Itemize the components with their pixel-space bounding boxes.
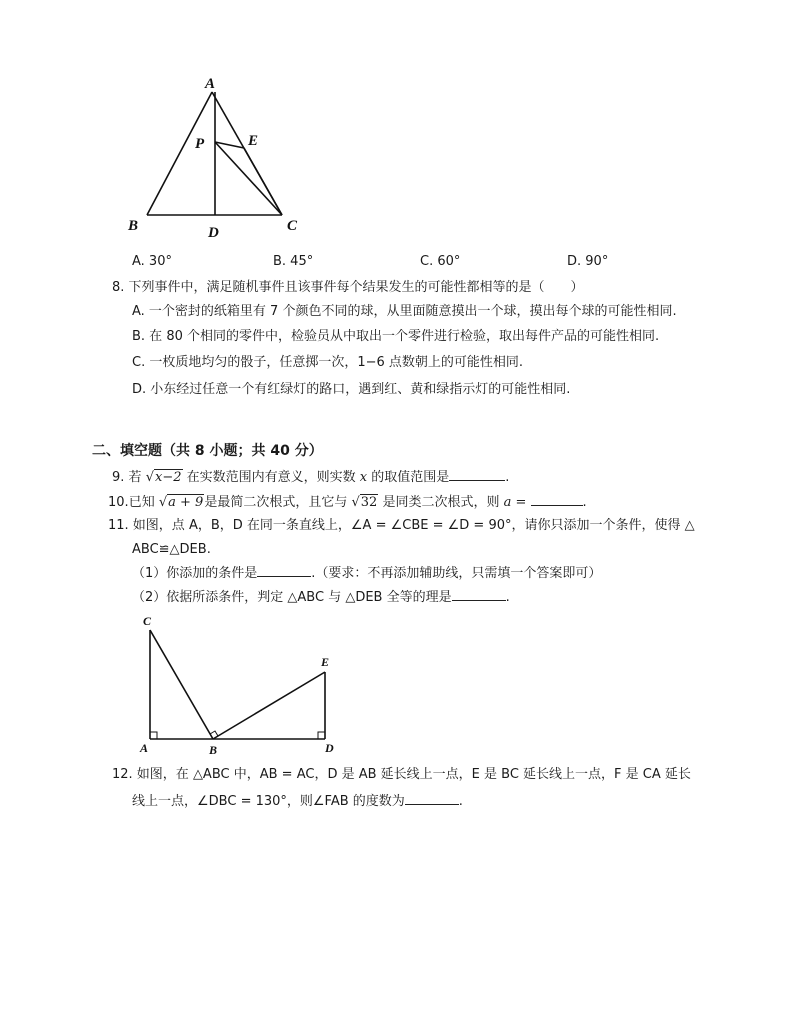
right-angle-a — [150, 732, 157, 739]
q9-end: . — [505, 470, 510, 485]
label-a: A — [205, 76, 216, 92]
q12-line2 — [132, 791, 463, 811]
q10-post: 是同类二次根式，则 — [382, 495, 500, 510]
q9-num: 9. — [112, 470, 125, 485]
segment-ec — [244, 148, 282, 215]
q11-sub1-post: .（要求：不再添加辅助线，只需填一个答案即可） — [311, 566, 602, 581]
label-c: C — [143, 614, 152, 628]
segment-pc — [215, 142, 282, 215]
q11-sub1 — [132, 563, 601, 583]
q11-line1: 11. 如图，点 A，B，D 在同一条直线上，∠A = ∠CBE = ∠D = 90°，请你只添加一个条件，使得 △ — [108, 518, 695, 533]
label-c: C — [287, 218, 298, 234]
q11-sub1-blank[interactable] — [257, 563, 311, 577]
label-b: B — [128, 218, 139, 234]
q12-answer-blank[interactable] — [405, 791, 459, 805]
q11-sub2 — [132, 587, 510, 607]
q11-sub1-pre: （1）你添加的条件是 — [132, 566, 258, 581]
q12-line1: 12. 如图，在 △ABC 中，AB = AC，D 是 AB 延长线上一点，E 是 BC 延长线上一点，F 是 CA 延长 — [112, 767, 691, 782]
label-d: D — [325, 741, 334, 755]
q7-option-c: C. 60° — [420, 254, 461, 269]
triangle-figure — [120, 70, 320, 245]
q11-sub2-blank[interactable] — [452, 587, 506, 601]
q11-sub2-post: . — [505, 590, 510, 605]
q9-var: x — [359, 470, 368, 485]
label-e: E — [248, 133, 259, 149]
right-angle-d — [318, 732, 325, 739]
q9-post: 在实数范围内有意义，则实数 — [186, 470, 356, 485]
q9-answer-blank[interactable] — [449, 467, 505, 481]
label-d: D — [208, 225, 219, 241]
segment-cb — [150, 630, 213, 739]
q9-pre: 若 — [128, 470, 142, 485]
q11-line2: ABC≌△DEB. — [132, 542, 211, 557]
q9 — [112, 467, 509, 487]
q10-num: 10. — [108, 495, 129, 510]
q8-stem: 8. 下列事件中，满足随机事件且该事件每个结果发生的可能性都相等的是（ ） — [112, 280, 584, 295]
segment-be — [213, 672, 325, 739]
q10-mid: 是最简二次根式，且它与 — [204, 495, 348, 510]
q7-option-d: D. 90° — [567, 254, 609, 269]
q10-var: a = — [503, 495, 527, 510]
q9-radical: √x−2 — [145, 470, 182, 485]
q8-option-b: B. 在 80 个相同的零件中，检验员从中取出一个零件进行检验，取出每件产品的可能性相同. — [132, 329, 660, 344]
q10-radical-1: √a + 9 — [158, 495, 204, 510]
q12-line2-pre: 线上一点，∠DBC = 130°，则∠FAB 的度数为 — [132, 794, 405, 809]
q12-line2-post: . — [458, 794, 463, 809]
label-p: P — [195, 136, 205, 152]
section-heading: 二、填空题（共 8 小题；共 40 分） — [92, 443, 323, 459]
q8-option-a: A. 一个密封的纸箱里有 7 个颜色不同的球，从里面随意摸出一个球，摸出每个球的可能性相同. — [132, 304, 677, 319]
label-a: A — [140, 741, 149, 755]
q10-pre: 已知 — [128, 495, 155, 510]
right-triangles-figure — [135, 610, 345, 760]
label-b: B — [209, 743, 218, 757]
q9-post2: 的取值范围是 — [371, 470, 450, 485]
side-ab — [147, 92, 212, 215]
q11-sub2-pre: （2）依据所添条件，判定 △ABC 与 △DEB 全等的理是 — [132, 590, 452, 605]
label-e: E — [321, 655, 330, 669]
q10-answer-blank[interactable] — [531, 492, 583, 506]
q8-option-d: D. 小东经过任意一个有红绿灯的路口，遇到红、黄和绿指示灯的可能性相同. — [132, 382, 571, 397]
q10 — [108, 492, 587, 512]
q7-option-a: A. 30° — [132, 254, 172, 269]
q8-option-c: C. 一枚质地均匀的骰子，任意掷一次，1−6 点数朝上的可能性相同. — [132, 355, 524, 370]
q7-option-b: B. 45° — [273, 254, 314, 269]
q10-radical-2: √32 — [351, 495, 378, 510]
q10-end: . — [582, 495, 587, 510]
